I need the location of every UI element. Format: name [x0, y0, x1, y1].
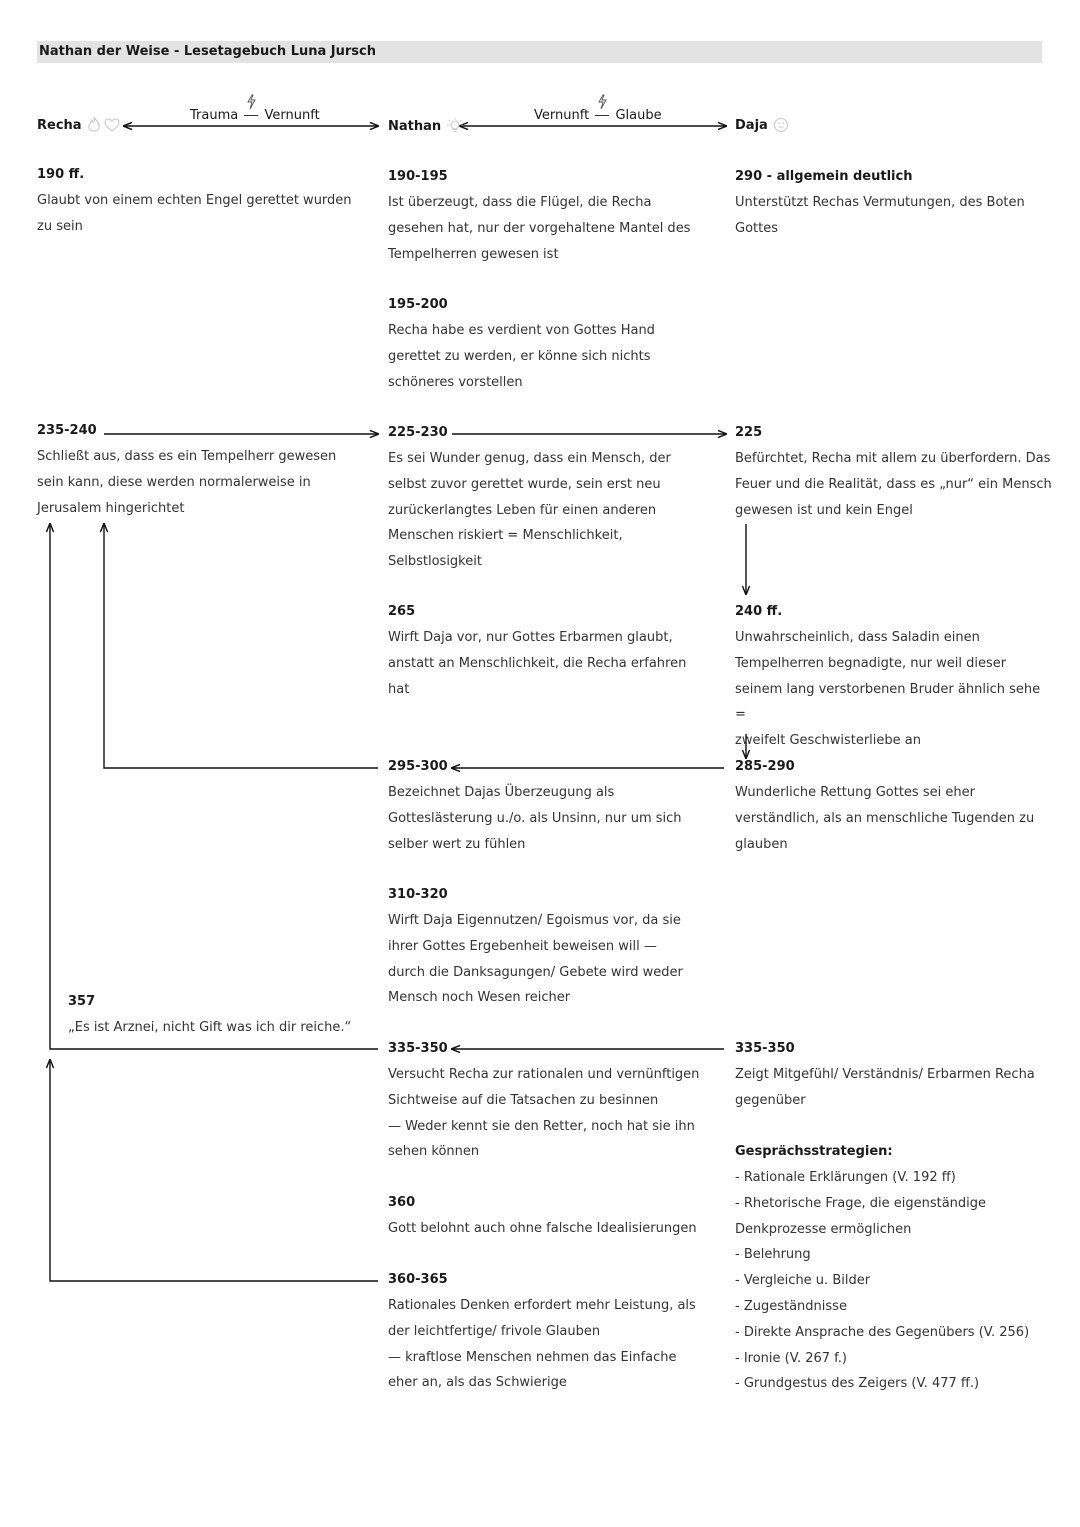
character-nathan	[388, 117, 464, 135]
strategies-list	[735, 1139, 1055, 1397]
line-reference: 360	[388, 1195, 416, 1210]
relation-label-recha-nathan	[190, 108, 320, 123]
line-reference: 240 ff.	[735, 604, 783, 619]
line-reference: 225	[735, 425, 763, 440]
entry-text: gegenüber	[735, 1092, 806, 1108]
entry-text: — Weder kennt sie den Retter, noch hat sie ihn	[388, 1118, 695, 1134]
entry-text: glauben	[735, 836, 788, 852]
line-reference: 235-240	[37, 423, 97, 438]
entry-text: durch die Danksagungen/ Gebete wird weder	[388, 964, 683, 980]
entry-text: anstatt an Menschlichkeit, die Recha erfahren	[388, 655, 687, 671]
entry-text: schöneres vorstellen	[388, 374, 523, 390]
entry-text: — kraftlose Menschen nehmen das Einfache	[388, 1349, 677, 1365]
page-title: Nathan der Weise - Lesetagebuch Luna Jursch	[39, 44, 376, 59]
entry-text: Menschen riskiert = Menschlichkeit,	[388, 528, 623, 544]
entry-text: Bezeichnet Dajas Überzeugung als	[388, 785, 615, 800]
arrow-nathan-295-to-recha	[104, 524, 378, 768]
entry-text: Gott belohnt auch ohne falsche Idealisierungen	[388, 1221, 697, 1236]
line-reference: 190-195	[388, 169, 448, 184]
list-item: - Ironie (V. 267 f.)	[735, 1350, 847, 1366]
entry-text: Gottes	[735, 220, 778, 236]
recha-entry	[37, 162, 357, 240]
entry-text: selber wert zu fühlen	[388, 836, 526, 852]
entry-text: seinem lang verstorbenen Bruder ähnlich sehe =	[735, 681, 1041, 723]
daja-entry	[735, 1036, 1055, 1114]
entry-text: Wirft Daja Eigennutzen/ Egoismus vor, da sie	[388, 913, 681, 928]
entry-text: Glaubt von einem echten Engel gerettet wurden	[37, 193, 352, 208]
line-reference: 335-350	[735, 1041, 795, 1056]
entry-text: selbst zuvor gerettet wurde, sein erst neu	[388, 476, 661, 492]
entry-text: Es sei Wunder genug, dass ein Mensch, der	[388, 451, 671, 466]
entry-text: Recha habe es verdient von Gottes Hand	[388, 323, 655, 338]
entry-text: eher an, als das Schwierige	[388, 1375, 567, 1391]
list-item: - Rhetorische Frage, die eigenständige	[735, 1195, 987, 1211]
recha-entry	[68, 989, 378, 1041]
arrow-nathan-360-to-recha-357	[50, 1060, 378, 1281]
list-item: - Grundgestus des Zeigers (V. 477 ff.)	[735, 1376, 980, 1392]
entry-text: gerettet zu werden, er könne sich nichts	[388, 348, 651, 364]
entry-text: Wirft Daja vor, nur Gottes Erbarmen glaubt,	[388, 630, 673, 645]
character-name-daja: Daja	[735, 117, 768, 133]
entry-text: Zeigt Mitgefühl/ Verständnis/ Erbarmen Recha	[735, 1067, 1035, 1082]
entry-text: Sichtweise auf die Tatsachen zu besinnen	[388, 1092, 659, 1108]
list-item: Denkprozesse ermöglichen	[735, 1221, 912, 1237]
nathan-entry	[388, 754, 708, 857]
list-item: - Zugeständnisse	[735, 1298, 847, 1314]
entry-text: Tempelherren gewesen ist	[388, 246, 559, 262]
character-name-nathan: Nathan	[388, 118, 442, 134]
strategies-title: Gesprächsstrategien:	[735, 1144, 893, 1159]
line-reference: 285-290	[735, 759, 795, 774]
daja-entry	[735, 420, 1055, 523]
quote-text: „Es ist Arznei, nicht Gift was ich dir reiche.“	[68, 1020, 352, 1035]
line-reference: 190 ff.	[37, 167, 85, 182]
entry-text: Rationales Denken erfordert mehr Leistung, als	[388, 1298, 696, 1313]
line-reference: 295-300	[388, 759, 448, 774]
nathan-entry	[388, 882, 708, 1011]
entry-text: ihrer Gottes Ergebenheit beweisen will —	[388, 938, 657, 954]
entry-text: Befürchtet, Recha mit allem zu überfordern. Das	[735, 451, 1051, 466]
line-reference: 335-350	[388, 1041, 448, 1056]
nathan-entry	[388, 1036, 708, 1165]
entry-text: zurückerlangtes Leben für einen anderen	[388, 502, 657, 518]
entry-text: Unwahrscheinlich, dass Saladin einen	[735, 630, 980, 645]
arrow-nathan-335-to-recha	[50, 524, 378, 1049]
nathan-entry	[388, 164, 708, 267]
line-reference: 357	[68, 994, 96, 1009]
nathan-entry	[388, 1190, 708, 1242]
line-reference: 310-320	[388, 887, 448, 902]
entry-text: Feuer und die Realität, dass es „nur“ ein Mensch	[735, 476, 1052, 492]
list-item: - Direkte Ansprache des Gegenübers (V. 256)	[735, 1324, 1030, 1340]
daja-entry	[735, 754, 1055, 857]
relation-left-nathan-daja: Vernunft	[534, 108, 590, 123]
entry-text: Schließt aus, dass es ein Tempelherr gewesen	[37, 449, 337, 464]
nathan-entry	[388, 1267, 708, 1396]
entry-text: Wunderliche Rettung Gottes sei eher	[735, 785, 975, 800]
line-reference: 225-230	[388, 425, 448, 440]
entry-text: sein kann, diese werden normalerweise in	[37, 474, 311, 490]
character-name-recha: Recha	[37, 117, 82, 133]
character-daja	[735, 117, 789, 133]
line-reference: 195-200	[388, 297, 448, 312]
entry-text: Versucht Recha zur rationalen und vernünftigen	[388, 1067, 700, 1082]
daja-entry	[735, 599, 1055, 754]
nathan-entry	[388, 420, 708, 575]
entry-text: zweifelt Geschwisterliebe an	[735, 733, 921, 749]
entry-text: gewesen ist und kein Engel	[735, 502, 913, 518]
lightning-icon	[245, 94, 257, 110]
entry-text: der leichtfertige/ frivole Glauben	[388, 1323, 601, 1339]
entry-text: Jerusalem hingerichtet	[37, 500, 185, 516]
nathan-entry	[388, 599, 708, 702]
lightbulb-icon	[446, 117, 464, 135]
relation-label-nathan-daja	[534, 108, 662, 123]
entry-text: sehen können	[388, 1144, 480, 1160]
entry-text: verständlich, als an menschliche Tugenden zu	[735, 810, 1035, 826]
entry-text: Tempelherren begnadigte, nur weil dieser	[735, 655, 1007, 671]
entry-text: Gotteslästerung u./o. als Unsinn, nur um sich	[388, 810, 682, 826]
line-reference: 265	[388, 604, 416, 619]
relation-right-recha-nathan: Vernunft	[264, 108, 320, 123]
line-reference: 360-365	[388, 1272, 448, 1287]
daja-entry	[735, 164, 1055, 242]
entry-text: hat	[388, 681, 410, 697]
relation-left-recha-nathan: Trauma	[190, 108, 239, 123]
entry-text: zu sein	[37, 218, 83, 234]
nathan-entry	[388, 292, 708, 395]
line-reference: 290 - allgemein deutlich	[735, 169, 913, 184]
entry-text: Ist überzeugt, dass die Flügel, die Recha	[388, 195, 652, 210]
list-item: - Belehrung	[735, 1247, 811, 1263]
list-item: - Vergleiche u. Bilder	[735, 1273, 871, 1289]
entry-text: Unterstützt Rechas Vermutungen, des Boten	[735, 195, 1025, 210]
relation-right-nathan-daja: Glaube	[615, 108, 662, 123]
entry-text: Mensch noch Wesen reicher	[388, 990, 571, 1006]
lightning-icon	[596, 94, 608, 110]
list-item: - Rationale Erklärungen (V. 192 ff)	[735, 1170, 956, 1185]
entry-text: Selbstlosigkeit	[388, 554, 482, 570]
recha-entry	[37, 418, 357, 521]
flame-icon	[87, 116, 101, 134]
character-recha	[37, 116, 120, 134]
praying-face-icon	[773, 117, 789, 133]
entry-text: gesehen hat, nur der vorgehaltene Mantel des	[388, 220, 691, 236]
heart-icon	[104, 118, 120, 132]
